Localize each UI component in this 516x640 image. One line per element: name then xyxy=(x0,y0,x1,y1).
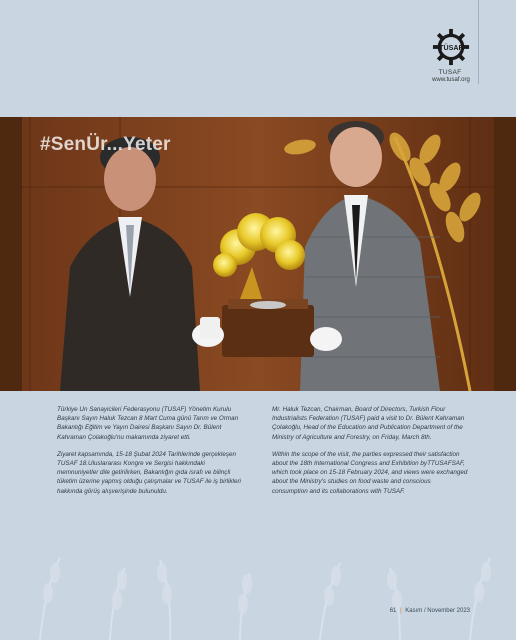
article-tr-paragraph-2: Ziyaret kapsamında, 15-18 Şubat 2024 Tarihlerinde gerçekleşen TUSAF 18.Uluslararası Kongre ve Sergisi hakkındaki memnuniyetler dile getirilirken, Bakanlığın gıda israfı ve bilinçli tüketim üzerine yapmış olduğu çalışmalar ve TUSAF ile iş birlikleri hakkında görüş alışverişinde bulunuldu. xyxy=(57,450,241,495)
footer-separator: | xyxy=(400,608,402,614)
article-english xyxy=(272,405,468,504)
issue-date: Kasım / November 2023 xyxy=(405,608,470,614)
article-tr-paragraph-1: Türkiye Un Sanayicileri Federasyonu (TUSAF) Yönetim Kurulu Başkanı Sayın Haluk Tezcan 8 Mart Cuma günü Tarım ve Orman Bakanlığı Eğitim ve Yayın Dairesi Başkanı Sayın Dr. Bülent Kahraman Çolakoğlu'nu makamında ziyaret etti. xyxy=(57,406,239,441)
page-footer xyxy=(390,608,470,614)
page-number: 61 xyxy=(389,608,397,614)
photo-illustration xyxy=(0,117,516,391)
brand-name: TUSAF xyxy=(438,69,462,76)
article-en-paragraph-2: Within the scope of the visit, the parties expressed their satisfaction about the 18th International Congress and Exhibition byTTUSAFSAF, which took place on 15-18 February 2024, and views were exchanged about the Ministry's studies on food waste and conscious consumption and its collaborations with TUSAF. xyxy=(272,450,468,495)
tusaf-gear-logo-icon xyxy=(432,28,470,66)
website-link[interactable]: www.tusaf.org xyxy=(432,77,470,83)
event-photo xyxy=(0,117,516,391)
article-turkish xyxy=(57,405,247,504)
wheat-background-decoration xyxy=(0,548,516,640)
article-en-paragraph-1: Mr. Haluk Tezcan, Chairman, Board of Directors, Turkish Flour Industrialists Federation (TUSAF) paid a visit to Dr. Bülent Kahraman Çolakoğlu, Head of the Education and Publication Department of the Ministry of Agriculture and Forestry, on Friday, March 8th. xyxy=(272,406,465,441)
wall-hashtag: #SenÜr...Yeter xyxy=(40,134,171,155)
svg-text:TÜSAF: TÜSAF xyxy=(439,43,463,52)
